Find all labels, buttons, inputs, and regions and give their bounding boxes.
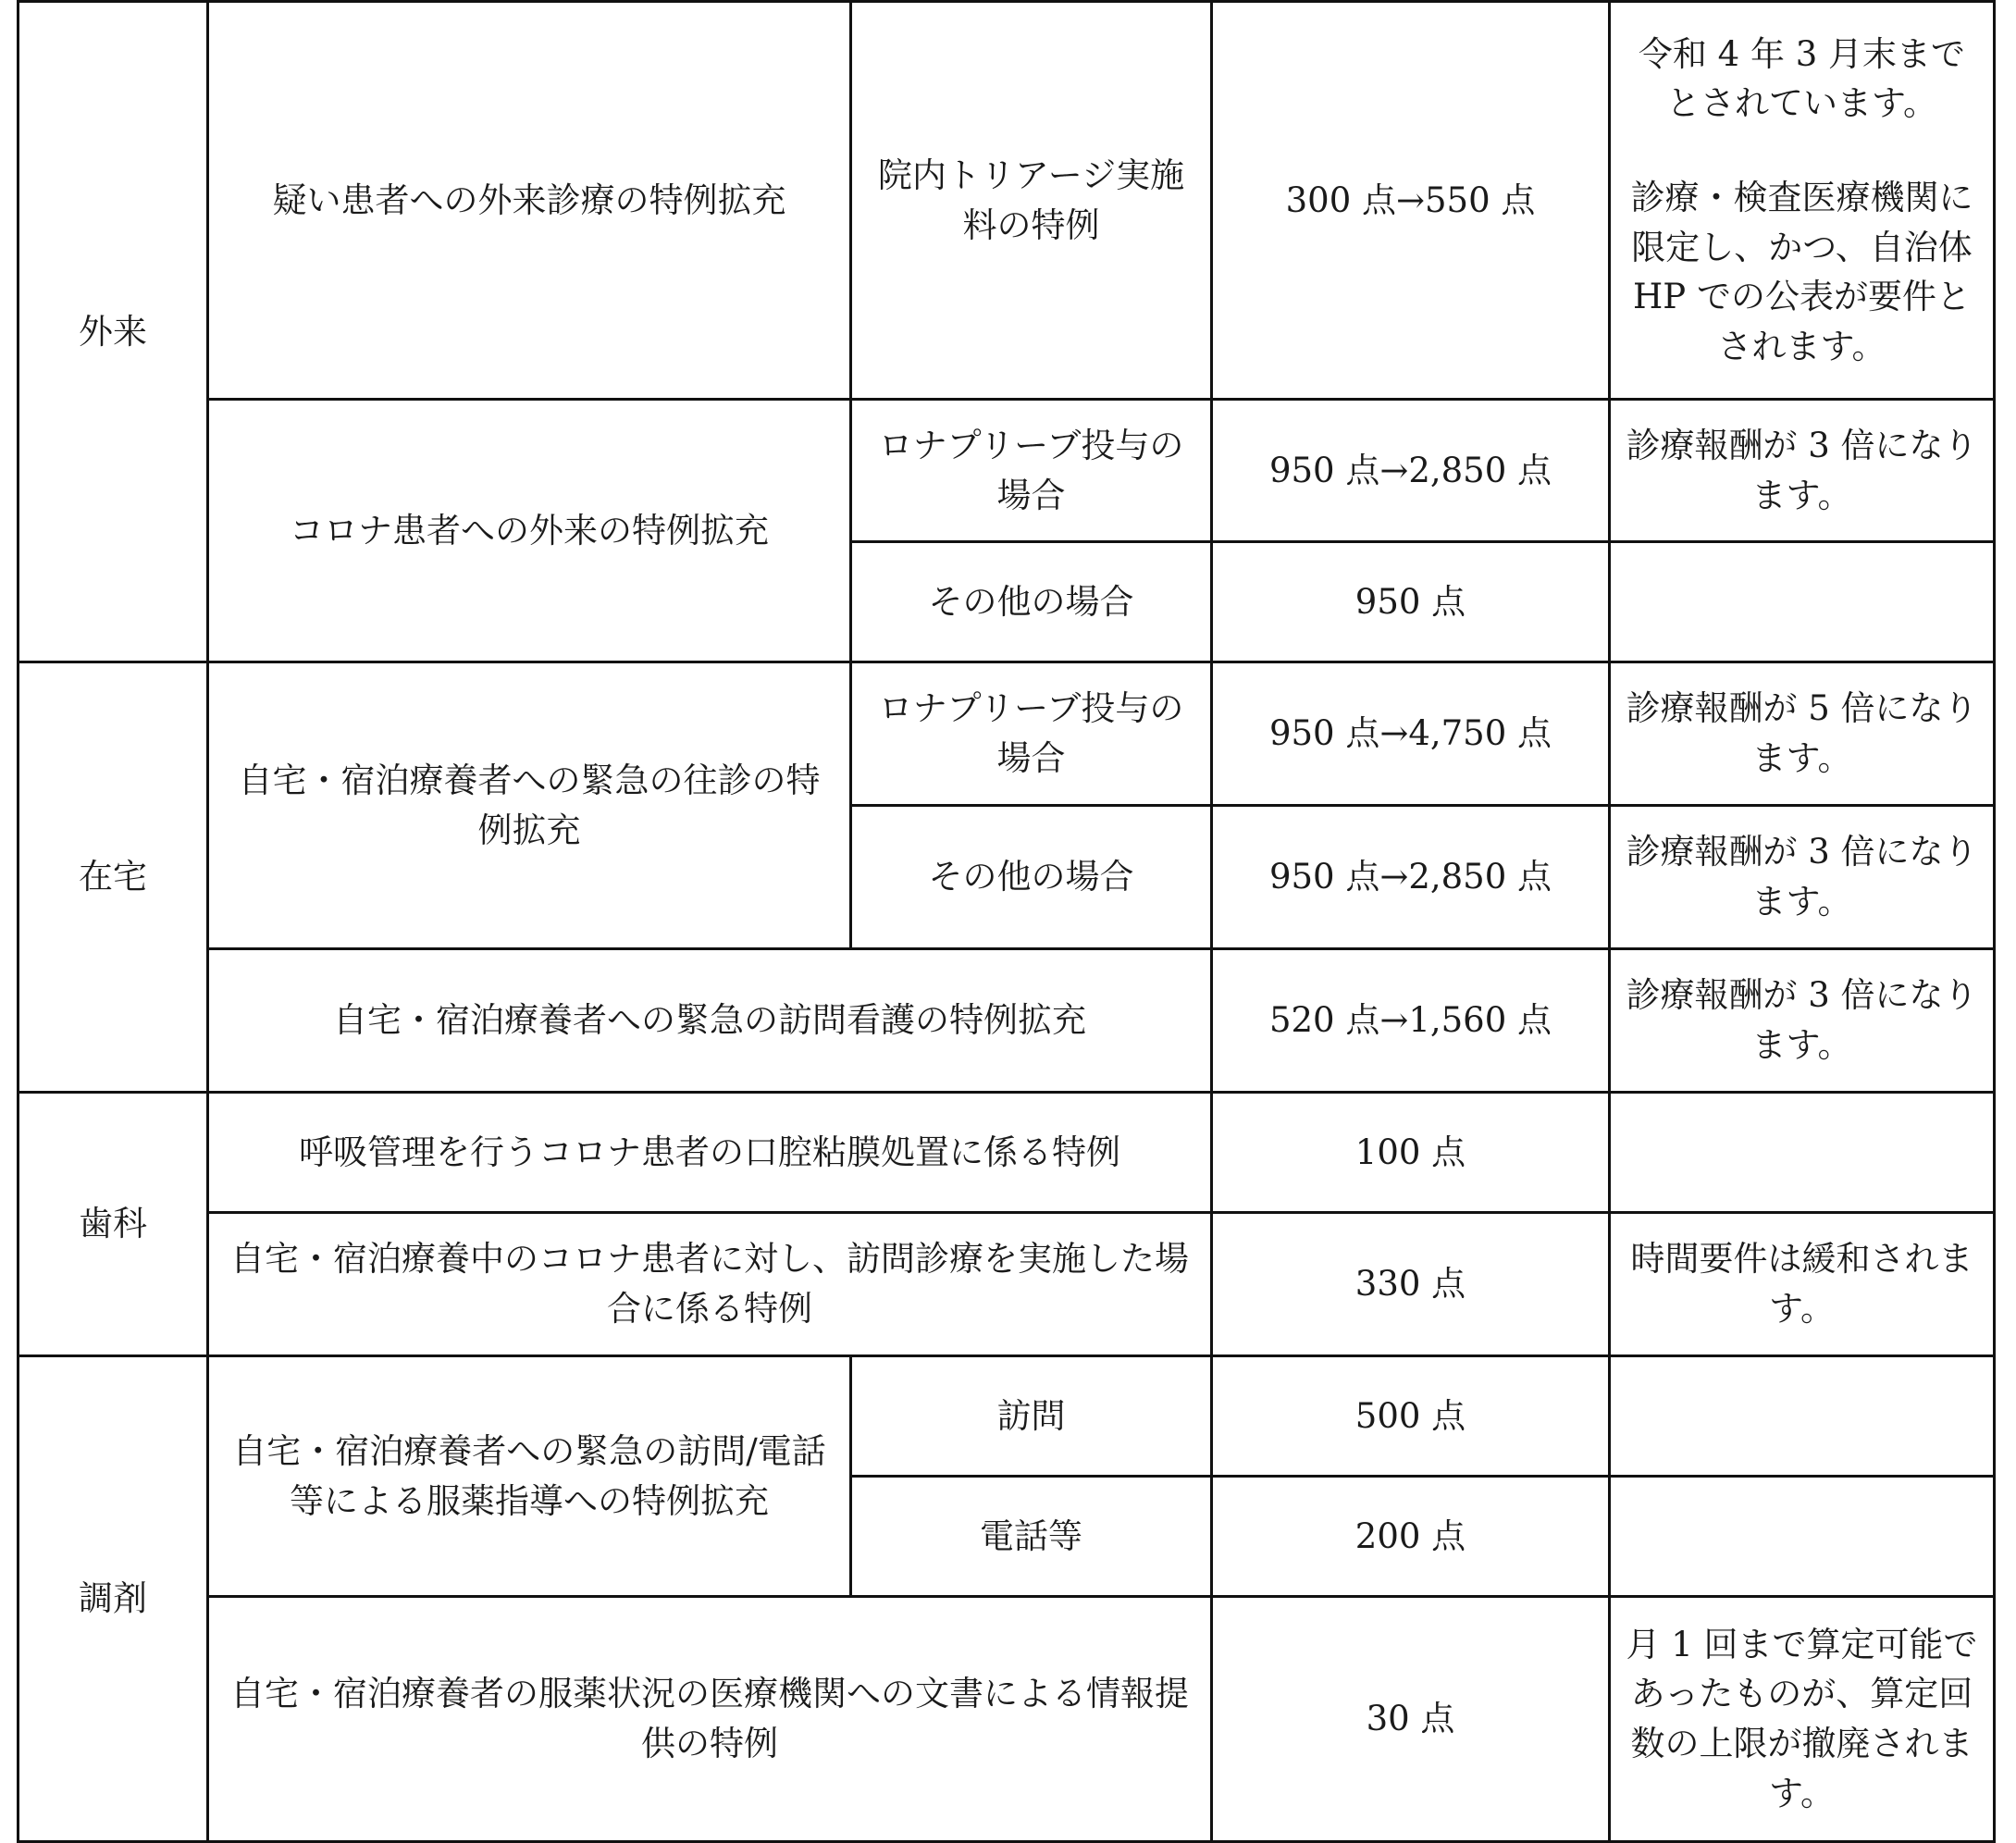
item-cell: 自宅・宿泊療養者の服薬状況の医療機関への文書による情報提供の特例 bbox=[208, 1597, 1212, 1842]
points-cell: 30 点 bbox=[1212, 1597, 1610, 1842]
points-cell: 100 点 bbox=[1212, 1093, 1610, 1213]
points-cell: 300 点→550 点 bbox=[1212, 2, 1610, 400]
sub-item-cell: ロナプリーブ投与の場合 bbox=[851, 662, 1212, 806]
note-cell bbox=[1610, 542, 1995, 662]
note-spacer bbox=[1626, 129, 1978, 173]
item-cell: コロナ患者への外来の特例拡充 bbox=[208, 400, 851, 662]
points-cell: 950 点→2,850 点 bbox=[1212, 400, 1610, 542]
note-cell: 診療報酬が 3 倍になります。 bbox=[1610, 806, 1995, 949]
table-row bbox=[19, 1093, 1995, 1213]
category-cell: 在宅 bbox=[19, 662, 208, 1093]
points-cell: 200 点 bbox=[1212, 1477, 1610, 1597]
points-cell: 500 点 bbox=[1212, 1356, 1610, 1477]
sub-item-cell: 電話等 bbox=[851, 1477, 1212, 1597]
item-cell: 疑い患者への外来診療の特例拡充 bbox=[208, 2, 851, 400]
note-cell: 月 1 回まで算定可能であったものが、算定回数の上限が撤廃されます。 bbox=[1610, 1597, 1995, 1842]
note-cell bbox=[1610, 1356, 1995, 1477]
sub-item-cell: ロナプリーブ投与の場合 bbox=[851, 400, 1212, 542]
item-cell: 自宅・宿泊療養者への緊急の往診の特例拡充 bbox=[208, 662, 851, 949]
table-row bbox=[19, 1356, 1995, 1477]
note-cell: 診療報酬が 5 倍になります。 bbox=[1610, 662, 1995, 806]
points-cell: 950 点 bbox=[1212, 542, 1610, 662]
points-cell: 950 点→4,750 点 bbox=[1212, 662, 1610, 806]
sub-item-cell: その他の場合 bbox=[851, 542, 1212, 662]
category-cell: 調剤 bbox=[19, 1356, 208, 1842]
item-cell: 自宅・宿泊療養中のコロナ患者に対し、訪問診療を実施した場合に係る特例 bbox=[208, 1213, 1212, 1356]
table-row bbox=[19, 949, 1995, 1093]
table-row bbox=[19, 1213, 1995, 1356]
medical-fee-table bbox=[17, 0, 1996, 1843]
note-cell bbox=[1610, 2, 1995, 400]
note-text: 令和 4 年 3 月末までとされています。 bbox=[1638, 33, 1966, 124]
category-cell: 歯科 bbox=[19, 1093, 208, 1356]
table-row bbox=[19, 400, 1995, 542]
note-cell: 時間要件は緩和されます。 bbox=[1610, 1213, 1995, 1356]
points-cell: 520 点→1,560 点 bbox=[1212, 949, 1610, 1093]
note-cell: 診療報酬が 3 倍になります。 bbox=[1610, 400, 1995, 542]
points-cell: 950 点→2,850 点 bbox=[1212, 806, 1610, 949]
category-cell: 外来 bbox=[19, 2, 208, 662]
sub-item-cell: 訪問 bbox=[851, 1356, 1212, 1477]
item-cell: 自宅・宿泊療養者への緊急の訪問看護の特例拡充 bbox=[208, 949, 1212, 1093]
note-cell bbox=[1610, 1477, 1995, 1597]
sub-item-cell: その他の場合 bbox=[851, 806, 1212, 949]
table-row bbox=[19, 2, 1995, 400]
note-cell: 診療報酬が 3 倍になります。 bbox=[1610, 949, 1995, 1093]
points-cell: 330 点 bbox=[1212, 1213, 1610, 1356]
item-cell: 自宅・宿泊療養者への緊急の訪問/電話等による服薬指導への特例拡充 bbox=[208, 1356, 851, 1597]
note-text: 診療・検査医療機関に限定し、かつ、自治体 HP での公表が要件とされます。 bbox=[1630, 177, 1973, 366]
sub-item-cell: 院内トリアージ実施料の特例 bbox=[851, 2, 1212, 400]
item-cell: 呼吸管理を行うコロナ患者の口腔粘膜処置に係る特例 bbox=[208, 1093, 1212, 1213]
table-row bbox=[19, 662, 1995, 806]
table-row bbox=[19, 1597, 1995, 1842]
note-cell bbox=[1610, 1093, 1995, 1213]
